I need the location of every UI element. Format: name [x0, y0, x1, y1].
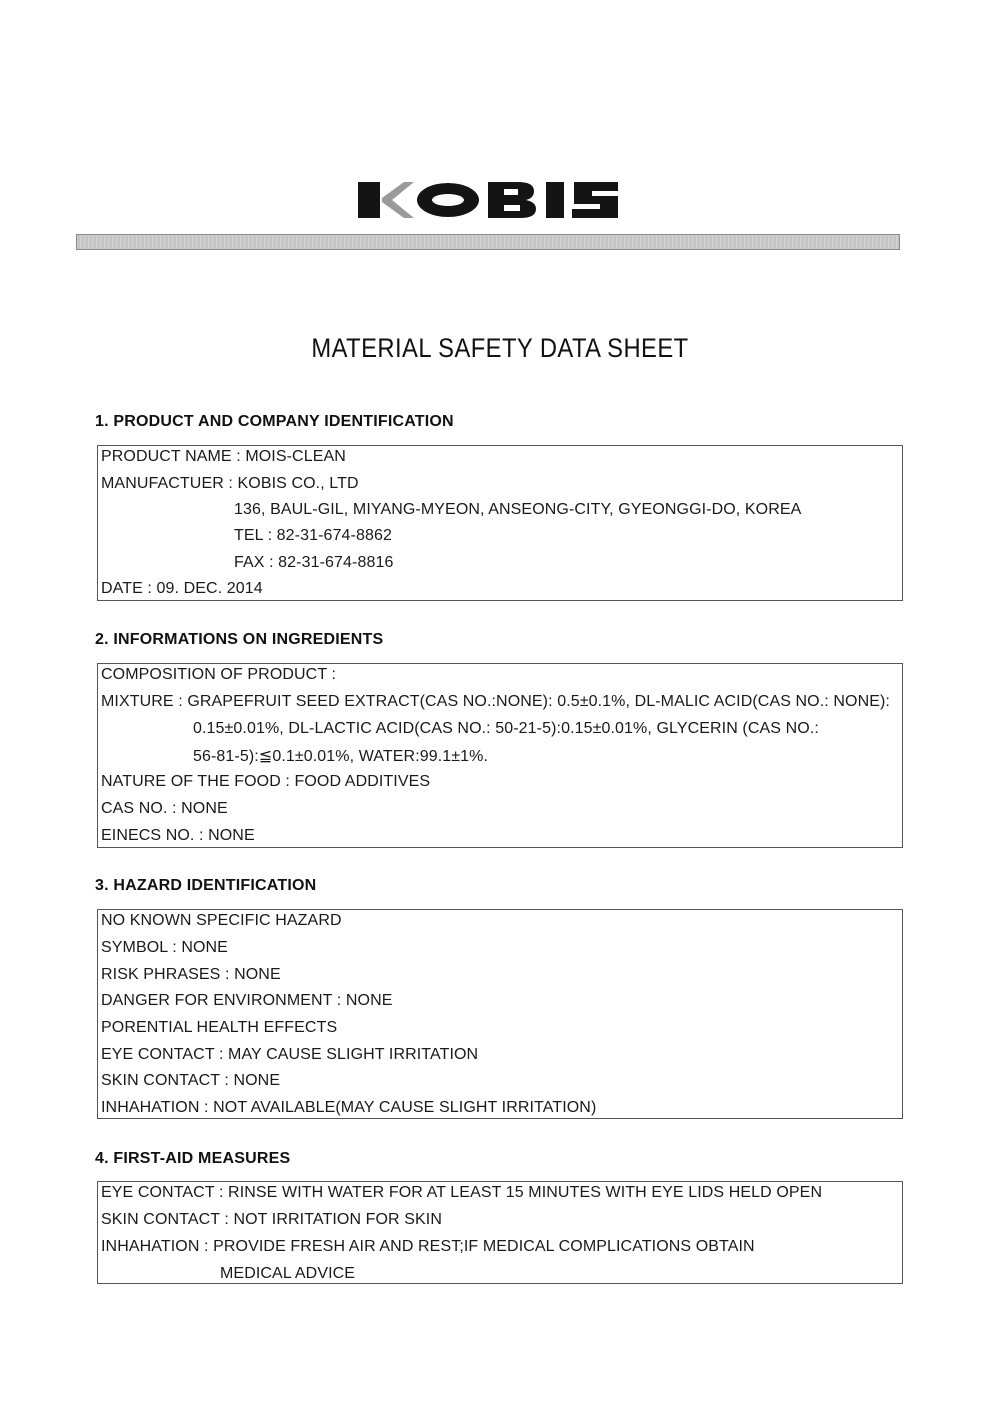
section-heading-product-identification: 1. PRODUCT AND COMPANY IDENTIFICATION [95, 413, 454, 430]
fax-line: FAX : 82-31-674-8816 [234, 554, 394, 571]
nature-of-food-line: NATURE OF THE FOOD : FOOD ADDITIVES [101, 773, 431, 790]
mixture-line-3: 56-81-5):≦0.1±0.01%, WATER:99.1±1%. [193, 748, 489, 765]
hazard-line-2: SYMBOL : NONE [101, 939, 228, 956]
composition-line: COMPOSITION OF PRODUCT : [101, 666, 337, 683]
kobis-logo-graphic [356, 176, 626, 224]
first-aid-line-2: SKIN CONTACT : NOT IRRITATION FOR SKIN [101, 1211, 443, 1228]
section-heading-hazard: 3. HAZARD IDENTIFICATION [95, 877, 317, 894]
document-title: MATERIAL SAFETY DATA SHEET [311, 333, 689, 363]
hazard-line-7: SKIN CONTACT : NONE [101, 1072, 281, 1089]
section-box-product-identification [97, 445, 903, 601]
hazard-line-3: RISK PHRASES : NONE [101, 966, 281, 983]
hazard-line-8: INHAHATION : NOT AVAILABLE(MAY CAUSE SLIGHT IRRITATION) [101, 1099, 597, 1116]
hazard-line-5: PORENTIAL HEALTH EFFECTS [101, 1019, 338, 1036]
hazard-line-4: DANGER FOR ENVIRONMENT : NONE [101, 992, 393, 1009]
header-divider-bar [76, 234, 900, 250]
section-heading-ingredients: 2. INFORMATIONS ON INGREDIENTS [95, 631, 384, 648]
hazard-line-1: NO KNOWN SPECIFIC HAZARD [101, 912, 342, 929]
first-aid-line-3: INHAHATION : PROVIDE FRESH AIR AND REST;IF MEDICAL COMPLICATIONS OBTAIN [101, 1238, 755, 1255]
product-name-line: PRODUCT NAME : MOIS-CLEAN [101, 448, 346, 465]
kobis-logo [356, 176, 626, 224]
einecs-no-line: EINECS NO. : NONE [101, 827, 255, 844]
hazard-line-6: EYE CONTACT : MAY CAUSE SLIGHT IRRITATION [101, 1046, 479, 1063]
mixture-line-1: MIXTURE : GRAPEFRUIT SEED EXTRACT(CAS NO.:NONE): 0.5±0.1%, DL-MALIC ACID(CAS NO.: NONE): [101, 693, 890, 710]
first-aid-line-4: MEDICAL ADVICE [220, 1265, 356, 1282]
date-line: DATE : 09. DEC. 2014 [101, 580, 263, 597]
manufacturer-line: MANUFACTUER : KOBIS CO., LTD [101, 475, 359, 492]
cas-no-line: CAS NO. : NONE [101, 800, 228, 817]
section-heading-first-aid: 4. FIRST-AID MEASURES [95, 1150, 291, 1167]
address-line: 136, BAUL-GIL, MIYANG-MYEON, ANSEONG-CITY, GYEONGGI-DO, KOREA [234, 501, 802, 518]
first-aid-line-1: EYE CONTACT : RINSE WITH WATER FOR AT LEAST 15 MINUTES WITH EYE LIDS HELD OPEN [101, 1184, 823, 1201]
mixture-line-2: 0.15±0.01%, DL-LACTIC ACID(CAS NO.: 50-21-5):0.15±0.01%, GLYCERIN (CAS NO.: [193, 720, 819, 737]
tel-line: TEL : 82-31-674-8862 [234, 527, 392, 544]
